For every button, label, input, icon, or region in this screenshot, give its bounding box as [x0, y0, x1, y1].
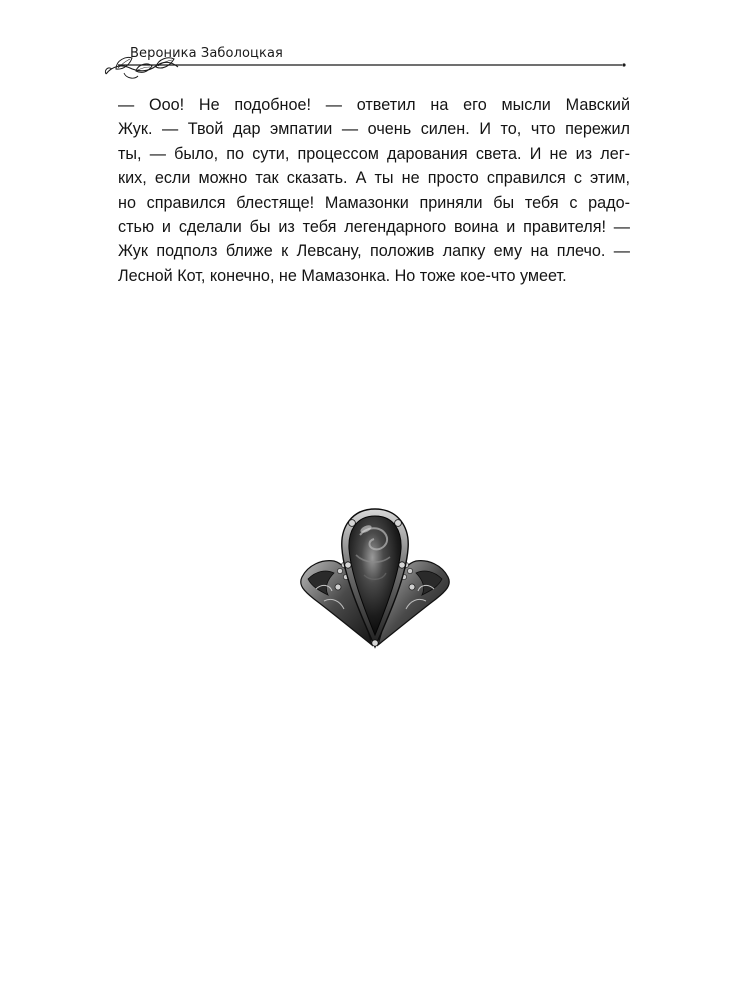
gem-brooch-icon: [294, 505, 456, 651]
text-line: ких, если можно так сказать. А ты не просто справился с этим,: [118, 169, 630, 188]
text-line: но справился блестяще! Мамазонки приняли бы тебя с радо-: [118, 193, 630, 212]
text-line: — Ооо! Не подобное! — ответил на его мысли Мавский: [118, 96, 630, 114]
text-line: Жук. — Твой дар эмпатии — очень силен. И то, что пережил: [118, 120, 630, 139]
text-line: ты, — было, по сути, процессом дарования света. И не из лег-: [118, 144, 630, 163]
running-header: [100, 40, 630, 84]
text-line: Лесной Кот, конечно, не Мамазонка. Но тоже кое-что умеет.: [118, 266, 567, 285]
author-name: Вероника Заболоцкая: [130, 46, 283, 61]
body-text: [118, 93, 630, 288]
paragraph: [118, 93, 630, 288]
text-line: стью и сделали бы из тебя легендарного воина и правителя! —: [118, 217, 630, 236]
text-line: Жук подполз ближе к Левсану, положив лапку ему на плечо. —: [118, 242, 630, 261]
